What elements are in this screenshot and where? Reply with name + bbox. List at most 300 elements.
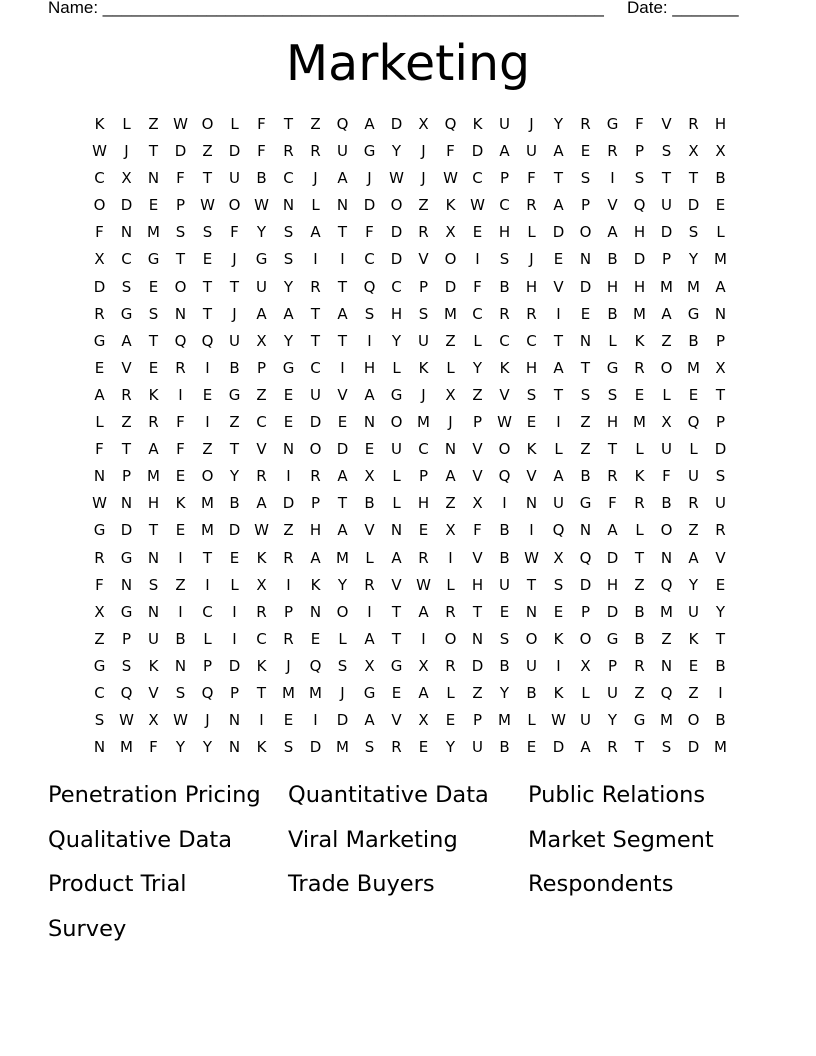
grid-row: [86, 385, 734, 412]
grid-letter: Q: [498, 467, 511, 486]
grid-letter: F: [365, 223, 374, 242]
grid-letter: B: [364, 494, 375, 513]
grid-letter: Y: [688, 250, 699, 269]
grid-letter: I: [205, 413, 210, 432]
grid-letter: C: [499, 331, 510, 350]
grid-letter: E: [688, 656, 699, 675]
grid-letter: B: [634, 629, 645, 648]
grid-letter: A: [553, 467, 564, 486]
grid-letter: K: [445, 196, 456, 215]
grid-letter: A: [364, 385, 375, 404]
grid-letter: Q: [309, 656, 322, 675]
grid-letter: E: [688, 385, 699, 404]
grid-letter: Z: [283, 521, 294, 540]
grid-letter: V: [715, 548, 726, 567]
grid-letter: R: [148, 413, 159, 432]
grid-letter: G: [363, 683, 376, 702]
grid-letter: B: [499, 521, 510, 540]
grid-letter: K: [472, 115, 483, 133]
grid-letter: J: [340, 683, 345, 702]
grid-letter: I: [610, 169, 615, 188]
grid-letter: X: [94, 250, 105, 269]
grid-letter: L: [446, 575, 455, 594]
grid-letter: V: [391, 575, 402, 594]
grid-letter: H: [714, 115, 727, 133]
grid-letter: Z: [634, 575, 645, 594]
grid-letter: Z: [256, 385, 267, 404]
grid-letter: H: [606, 277, 619, 296]
grid-letter: A: [418, 683, 429, 702]
grid-letter: V: [148, 683, 159, 702]
grid-row: [86, 602, 734, 629]
grid-letter: G: [147, 250, 160, 269]
grid-letter: K: [688, 629, 699, 648]
grid-letter: B: [715, 656, 726, 675]
grid-letter: C: [499, 196, 510, 215]
grid-letter: O: [309, 440, 322, 459]
grid-letter: S: [634, 169, 645, 188]
grid-letter: H: [498, 223, 511, 242]
grid-letter: K: [256, 656, 267, 675]
word-list-item: Market Segment: [528, 826, 714, 853]
grid-letter: C: [472, 304, 483, 323]
grid-letter: P: [715, 413, 726, 432]
word-list-item: Viral Marketing: [288, 826, 458, 853]
grid-letter: S: [688, 223, 699, 242]
grid-letter: I: [259, 711, 264, 730]
grid-letter: Q: [201, 683, 214, 702]
grid-letter: O: [201, 467, 214, 486]
grid-letter: I: [718, 683, 723, 702]
grid-letter: U: [661, 440, 672, 459]
grid-letter: O: [687, 711, 700, 730]
grid-letter: N: [714, 304, 727, 323]
grid-letter: I: [286, 467, 291, 486]
grid-letter: E: [553, 250, 564, 269]
grid-letter: N: [390, 521, 403, 540]
grid-letter: G: [633, 711, 646, 730]
name-field-label: Name: _____________________________________________________: [48, 0, 604, 17]
grid-letter: B: [607, 304, 618, 323]
grid-letter: U: [526, 142, 537, 161]
grid-letter: C: [202, 602, 213, 621]
grid-letter: F: [176, 413, 185, 432]
grid-letter: O: [174, 277, 187, 296]
grid-letter: F: [635, 115, 644, 133]
grid-letter: Q: [660, 683, 673, 702]
grid-letter: R: [418, 223, 429, 242]
grid-letter: D: [552, 738, 565, 757]
grid-letter: D: [228, 142, 241, 161]
grid-letter: N: [660, 548, 673, 567]
grid-letter: D: [228, 521, 241, 540]
grid-letter: T: [688, 169, 699, 188]
grid-letter: U: [688, 602, 699, 621]
grid-letter: D: [282, 494, 295, 513]
grid-letter: Q: [633, 196, 646, 215]
grid-letter: A: [148, 440, 159, 459]
grid-row: [86, 304, 734, 331]
grid-letter: Y: [337, 575, 348, 594]
grid-letter: T: [256, 683, 267, 702]
grid-letter: T: [337, 277, 348, 296]
grid-letter: G: [120, 602, 133, 621]
grid-letter: E: [715, 196, 726, 215]
grid-letter: X: [418, 656, 429, 675]
grid-letter: G: [579, 494, 592, 513]
grid-letter: S: [283, 738, 294, 757]
grid-letter: A: [121, 331, 132, 350]
grid-letter: S: [499, 250, 510, 269]
grid-letter: D: [471, 656, 484, 675]
grid-letter: R: [310, 277, 321, 296]
grid-letter: R: [391, 738, 402, 757]
grid-letter: Z: [418, 196, 429, 215]
grid-letter: B: [499, 656, 510, 675]
grid-letter: T: [202, 277, 213, 296]
grid-row: [86, 710, 734, 737]
grid-letter: L: [608, 331, 617, 350]
grid-letter: B: [580, 467, 591, 486]
grid-letter: R: [310, 467, 321, 486]
grid-letter: U: [310, 385, 321, 404]
grid-letter: H: [471, 575, 484, 594]
grid-letter: N: [660, 656, 673, 675]
grid-letter: K: [256, 738, 267, 757]
grid-letter: A: [256, 304, 267, 323]
grid-letter: A: [283, 304, 294, 323]
grid-letter: N: [336, 196, 349, 215]
grid-letter: U: [499, 115, 510, 133]
grid-letter: E: [94, 358, 105, 377]
grid-letter: Z: [202, 440, 213, 459]
grid-letter: L: [230, 115, 239, 133]
grid-letter: H: [525, 358, 538, 377]
grid-letter: O: [93, 196, 106, 215]
grid-letter: Y: [202, 738, 213, 757]
grid-letter: T: [553, 169, 564, 188]
grid-row: [86, 141, 734, 168]
grid-letter: N: [579, 250, 592, 269]
grid-letter: T: [661, 169, 672, 188]
grid-letter: Q: [174, 331, 187, 350]
grid-letter: Y: [445, 738, 456, 757]
grid-letter: H: [633, 277, 646, 296]
grid-letter: R: [634, 494, 645, 513]
grid-letter: I: [205, 575, 210, 594]
grid-letter: E: [337, 413, 348, 432]
grid-letter: I: [340, 358, 345, 377]
grid-letter: D: [633, 250, 646, 269]
grid-letter: G: [93, 331, 106, 350]
grid-letter: U: [526, 656, 537, 675]
grid-letter: B: [607, 250, 618, 269]
grid-letter: U: [472, 738, 483, 757]
grid-letter: M: [309, 683, 322, 702]
grid-letter: I: [475, 250, 480, 269]
grid-letter: D: [309, 738, 322, 757]
grid-letter: G: [120, 304, 133, 323]
grid-letter: D: [687, 738, 700, 757]
grid-row: [86, 656, 734, 683]
grid-letter: P: [310, 494, 321, 513]
grid-letter: P: [418, 277, 429, 296]
grid-letter: L: [446, 358, 455, 377]
grid-letter: A: [337, 467, 348, 486]
grid-letter: D: [687, 196, 700, 215]
grid-letter: C: [391, 277, 402, 296]
grid-letter: Y: [283, 277, 294, 296]
grid-letter: A: [445, 467, 456, 486]
grid-letter: L: [338, 629, 347, 648]
grid-letter: N: [120, 575, 133, 594]
grid-letter: D: [606, 548, 619, 567]
grid-letter: K: [634, 331, 645, 350]
grid-letter: V: [418, 250, 429, 269]
grid-letter: Z: [688, 683, 699, 702]
grid-letter: F: [176, 169, 185, 188]
grid-letter: R: [445, 602, 456, 621]
grid-letter: S: [202, 223, 213, 242]
grid-letter: Y: [688, 575, 699, 594]
grid-letter: S: [715, 467, 726, 486]
grid-letter: Z: [445, 494, 456, 513]
grid-letter: U: [553, 494, 564, 513]
grid-letter: V: [256, 440, 267, 459]
grid-letter: C: [472, 169, 483, 188]
grid-letter: D: [471, 142, 484, 161]
grid-letter: C: [94, 169, 105, 188]
grid-letter: R: [688, 494, 699, 513]
grid-letter: F: [446, 142, 455, 161]
grid-letter: N: [93, 738, 106, 757]
grid-letter: F: [95, 440, 104, 459]
grid-letter: T: [391, 602, 402, 621]
grid-letter: X: [715, 142, 726, 161]
grid-letter: S: [418, 304, 429, 323]
grid-letter: N: [147, 169, 160, 188]
grid-row: [86, 358, 734, 385]
grid-letter: E: [445, 711, 456, 730]
page-title: Marketing: [285, 35, 531, 92]
grid-letter: I: [367, 331, 372, 350]
grid-letter: T: [715, 629, 726, 648]
grid-letter: A: [337, 304, 348, 323]
grid-letter: I: [556, 413, 561, 432]
grid-letter: P: [256, 358, 267, 377]
grid-letter: D: [579, 277, 592, 296]
grid-letter: L: [716, 223, 725, 242]
grid-letter: U: [715, 494, 726, 513]
grid-letter: U: [418, 331, 429, 350]
grid-letter: I: [367, 602, 372, 621]
grid-letter: Z: [688, 521, 699, 540]
grid-letter: H: [417, 494, 430, 513]
grid-letter: R: [310, 142, 321, 161]
grid-letter: E: [526, 738, 537, 757]
grid-letter: R: [283, 629, 294, 648]
grid-letter: V: [121, 358, 132, 377]
word-list-item: Qualitative Data: [48, 826, 232, 853]
grid-letter: C: [94, 683, 105, 702]
grid-letter: K: [94, 115, 105, 133]
grid-letter: X: [121, 169, 132, 188]
grid-letter: M: [498, 711, 511, 730]
grid-letter: Z: [580, 440, 591, 459]
grid-letter: L: [365, 548, 374, 567]
grid-letter: F: [473, 521, 482, 540]
grid-letter: B: [661, 494, 672, 513]
grid-letter: O: [525, 629, 538, 648]
grid-letter: M: [336, 738, 349, 757]
grid-letter: F: [527, 169, 536, 188]
grid-letter: G: [606, 115, 619, 133]
grid-letter: X: [256, 331, 267, 350]
grid-letter: X: [445, 521, 456, 540]
grid-letter: I: [502, 494, 507, 513]
grid-letter: S: [121, 656, 132, 675]
grid-letter: T: [148, 521, 159, 540]
grid-letter: T: [148, 142, 159, 161]
grid-letter: D: [93, 277, 106, 296]
grid-letter: N: [579, 331, 592, 350]
grid-letter: S: [661, 738, 672, 757]
grid-letter: V: [337, 385, 348, 404]
grid-letter: Y: [229, 467, 240, 486]
grid-letter: Q: [363, 277, 376, 296]
grid-letter: H: [606, 413, 619, 432]
grid-letter: C: [256, 413, 267, 432]
grid-letter: I: [340, 250, 345, 269]
grid-letter: I: [178, 385, 183, 404]
grid-letter: S: [499, 629, 510, 648]
grid-letter: V: [661, 115, 672, 133]
grid-letter: D: [552, 223, 565, 242]
grid-letter: R: [283, 548, 294, 567]
grid-letter: A: [580, 738, 591, 757]
grid-letter: L: [581, 683, 590, 702]
grid-letter: L: [635, 440, 644, 459]
grid-letter: X: [445, 385, 456, 404]
grid-letter: A: [499, 142, 510, 161]
grid-letter: M: [120, 738, 133, 757]
grid-letter: E: [364, 440, 375, 459]
grid-letter: V: [472, 440, 483, 459]
grid-row: [86, 439, 734, 466]
grid-letter: M: [660, 711, 673, 730]
grid-letter: B: [634, 602, 645, 621]
grid-letter: P: [580, 602, 591, 621]
grid-letter: B: [688, 331, 699, 350]
grid-letter: X: [94, 602, 105, 621]
grid-letter: C: [310, 358, 321, 377]
grid-letter: N: [120, 223, 133, 242]
grid-letter: V: [526, 467, 537, 486]
grid-letter: Z: [94, 629, 105, 648]
grid-letter: M: [687, 277, 700, 296]
grid-letter: O: [444, 629, 457, 648]
grid-letter: M: [633, 413, 646, 432]
grid-letter: Y: [175, 738, 186, 757]
grid-letter: I: [178, 602, 183, 621]
grid-letter: P: [202, 656, 213, 675]
grid-letter: E: [526, 413, 537, 432]
grid-letter: M: [282, 683, 295, 702]
grid-letter: D: [579, 575, 592, 594]
grid-letter: N: [525, 602, 538, 621]
grid-letter: D: [120, 196, 133, 215]
grid-letter: L: [311, 196, 320, 215]
grid-letter: R: [526, 196, 537, 215]
grid-letter: R: [526, 304, 537, 323]
grid-letter: L: [392, 494, 401, 513]
grid-letter: U: [607, 683, 618, 702]
grid-row: [86, 331, 734, 358]
grid-letter: J: [286, 656, 291, 675]
grid-letter: X: [418, 115, 429, 133]
grid-letter: B: [175, 629, 186, 648]
grid-letter: R: [256, 602, 267, 621]
grid-letter: A: [607, 521, 618, 540]
grid-letter: I: [556, 304, 561, 323]
grid-letter: B: [499, 277, 510, 296]
grid-letter: O: [336, 602, 349, 621]
grid-letter: W: [389, 169, 404, 188]
grid-row: [86, 466, 734, 493]
grid-letter: I: [286, 575, 291, 594]
grid-letter: P: [175, 196, 186, 215]
grid-letter: W: [92, 494, 107, 513]
grid-letter: N: [120, 494, 133, 513]
grid-letter: E: [148, 196, 159, 215]
grid-letter: P: [229, 683, 240, 702]
grid-letter: R: [283, 142, 294, 161]
grid-letter: D: [444, 277, 457, 296]
grid-letter: A: [310, 223, 321, 242]
grid-letter: E: [580, 304, 591, 323]
grid-letter: Z: [661, 331, 672, 350]
grid-letter: J: [421, 385, 426, 404]
grid-letter: J: [232, 304, 237, 323]
grid-letter: U: [688, 467, 699, 486]
grid-letter: W: [254, 196, 269, 215]
grid-letter: S: [553, 575, 564, 594]
grid-letter: E: [202, 250, 213, 269]
grid-letter: Z: [229, 413, 240, 432]
grid-letter: V: [472, 548, 483, 567]
grid-letter: B: [526, 683, 537, 702]
grid-letter: M: [147, 467, 160, 486]
grid-letter: M: [201, 521, 214, 540]
grid-letter: R: [418, 548, 429, 567]
grid-letter: U: [229, 331, 240, 350]
grid-letter: S: [148, 575, 159, 594]
grid-letter: A: [661, 304, 672, 323]
grid-letter: B: [499, 738, 510, 757]
grid-letter: X: [364, 467, 375, 486]
grid-letter: W: [254, 521, 269, 540]
grid-letter: X: [364, 656, 375, 675]
grid-letter: P: [580, 196, 591, 215]
grid-letter: G: [93, 521, 106, 540]
grid-letter: B: [715, 711, 726, 730]
grid-letter: I: [313, 711, 318, 730]
grid-letter: T: [337, 331, 348, 350]
grid-letter: U: [391, 440, 402, 459]
grid-letter: V: [607, 196, 618, 215]
grid-letter: D: [390, 115, 403, 133]
grid-letter: N: [93, 467, 106, 486]
